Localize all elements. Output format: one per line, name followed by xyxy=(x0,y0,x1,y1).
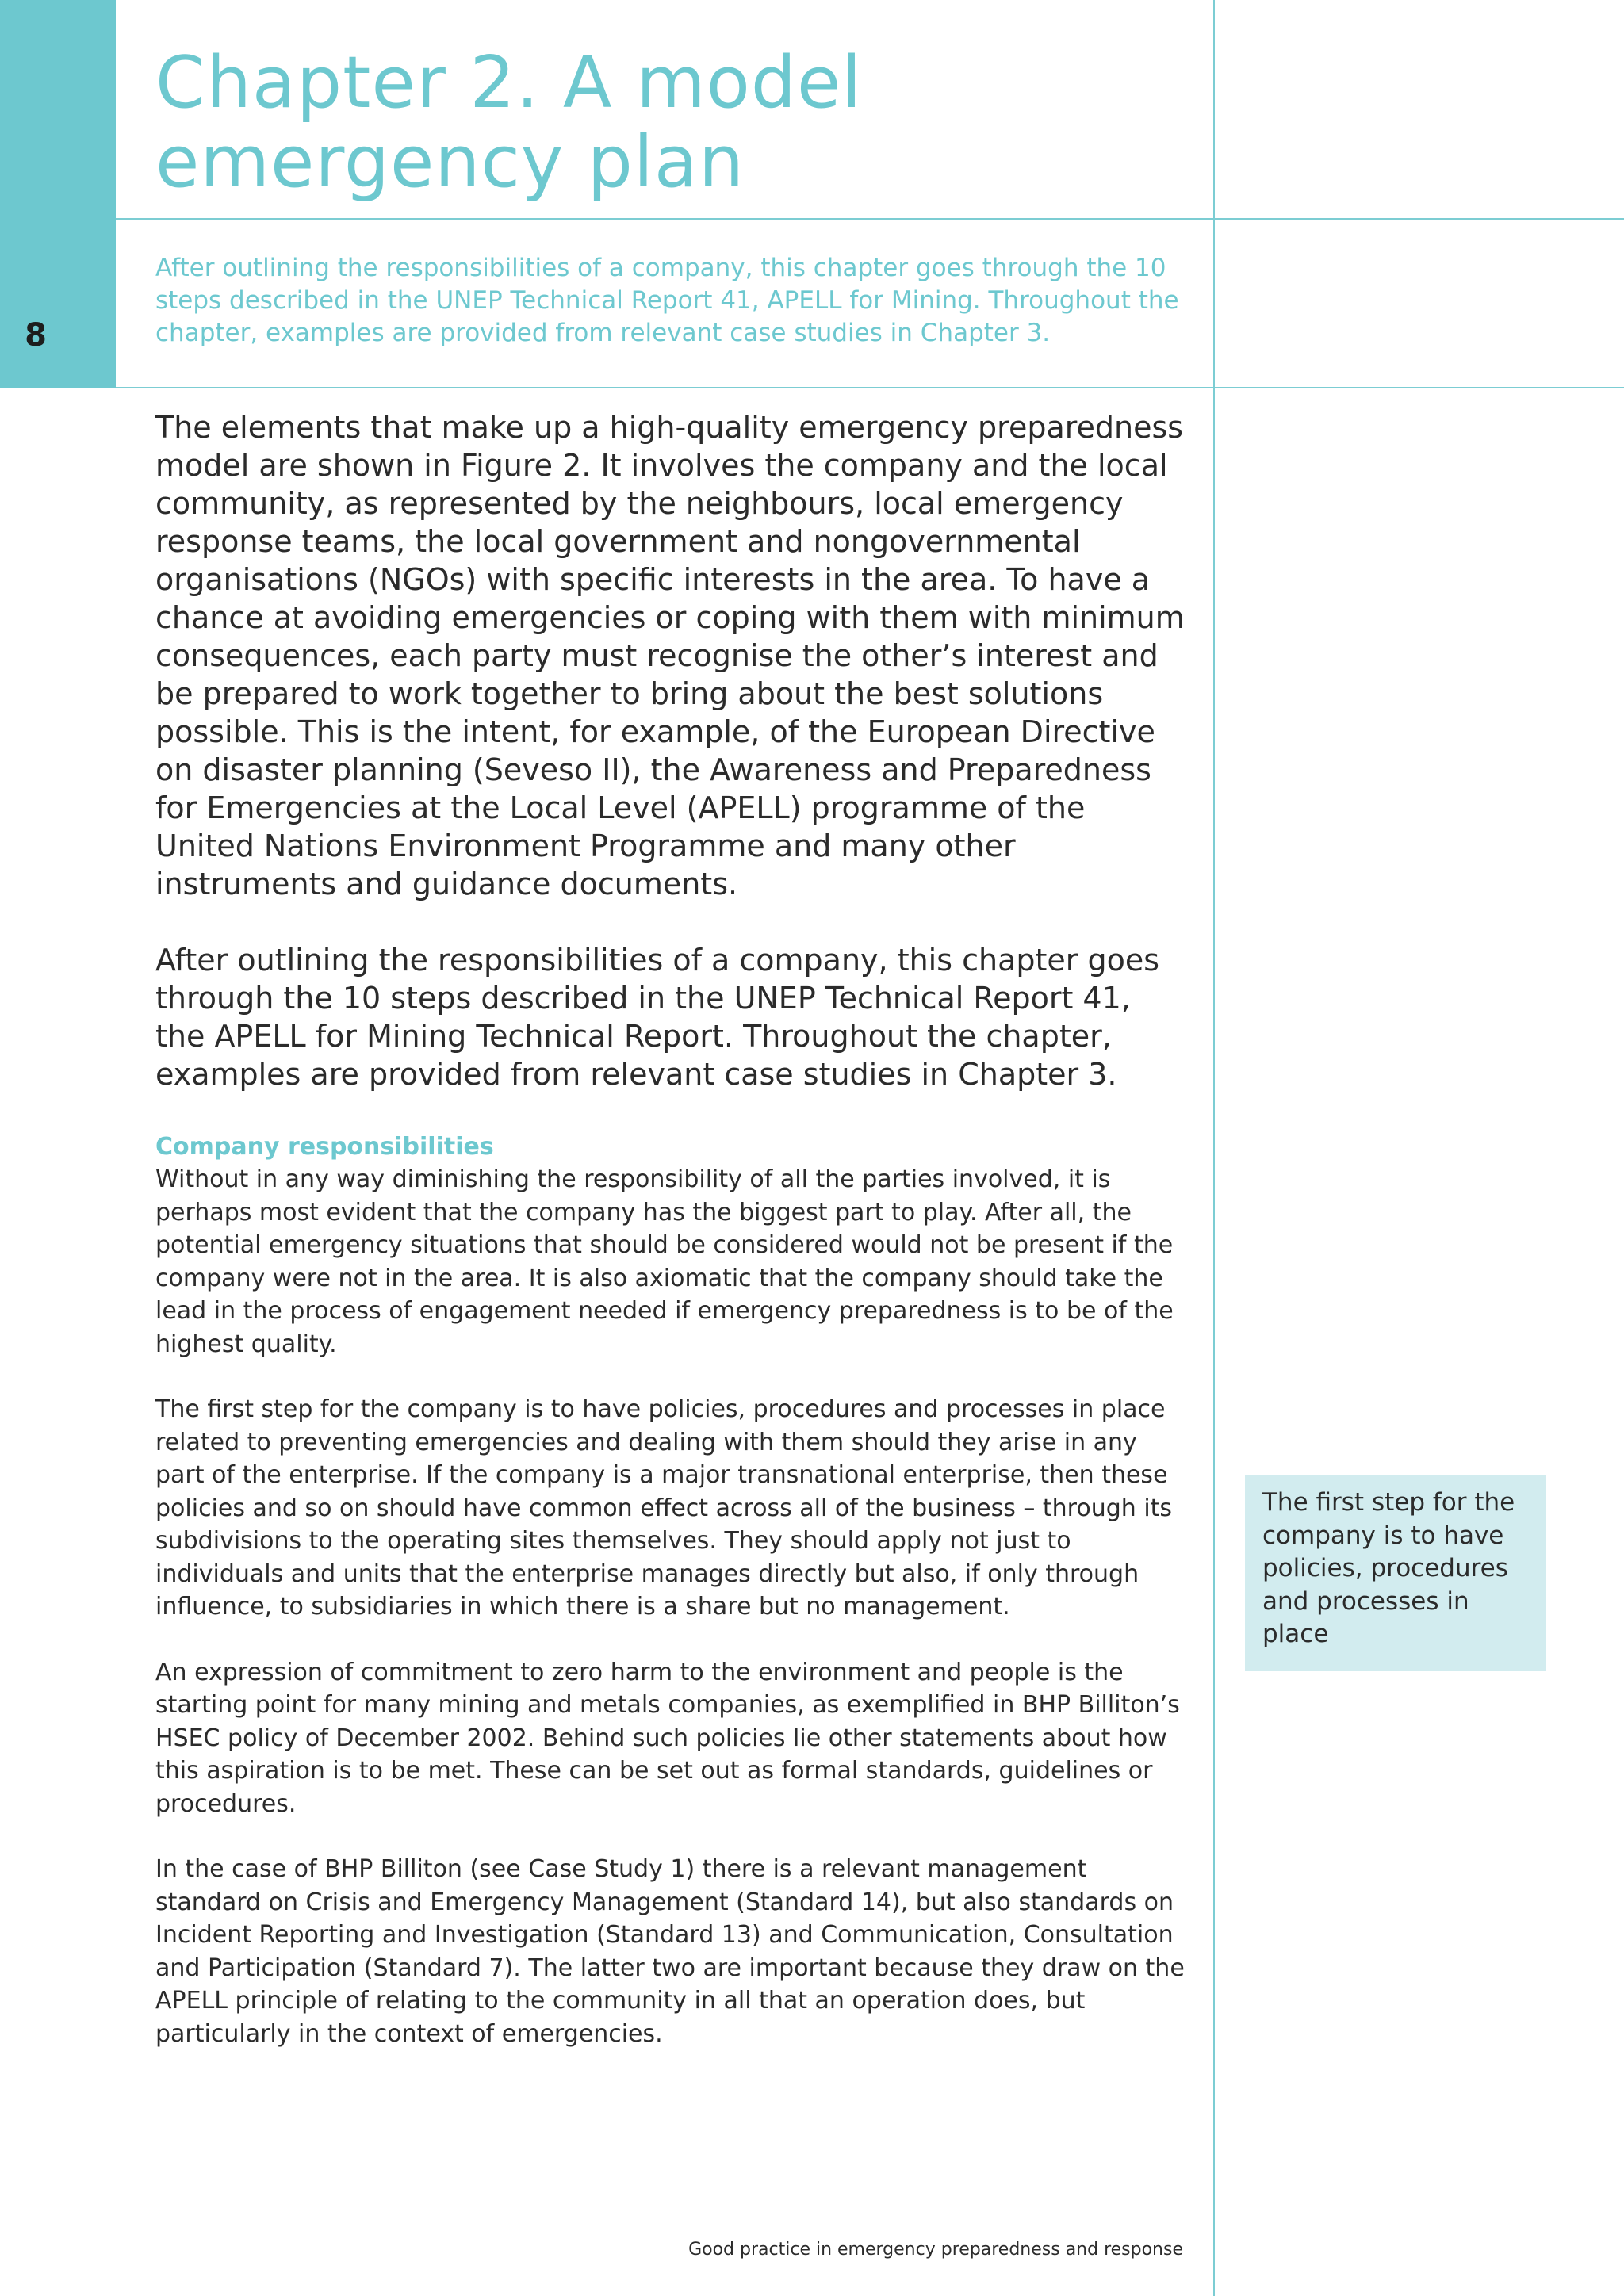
margin-divider xyxy=(1213,0,1215,2296)
header-divider-top xyxy=(116,218,1624,220)
page-number: 8 xyxy=(25,317,47,354)
page-footer: Good practice in emergency preparedness and response xyxy=(688,2240,1183,2260)
lead-paragraph: After outlining the responsibilities of a company, this chapter goes through the 10 steps described in the UNEP Technical Report 41, the APELL for Mining Technical Report. Throughout the chapter, examples are provided from relevant case studies in Chapter 3. xyxy=(155,943,1160,1092)
body-paragraph: Without in any way diminishing the responsibility of all the parties involved, it is perhaps most evident that the company has the biggest part to play. After all, the potential emergency situations that should be considered would not be present if the company were not in the area. It is also axiomatic that the company should take the lead in the process of engagement needed if emergency preparedness is to be of the highest quality. xyxy=(155,1165,1174,1358)
body-paragraph: The first step for the company is to have policies, procedures and processes in place related to preventing emergencies and dealing with them should they arise in any part of the enterprise. If the company is a major transnational enterprise, then these policies and so on should have common effect across all of the business – through its subdivisions to the operating sites themselves. They should apply not just to individuals and units that the enterprise manages directly but also, if only through influence, to subsidiaries in which there is a share but no management. xyxy=(155,1395,1173,1621)
lead-paragraph: The elements that make up a high-quality emergency preparedness model are shown in Figure 2. It involves the company and the local community, as represented by the neighbours, local emergency response teams, the local government and nongovernmental organisations (NGOs) with specific interests in the area. To have a chance at avoiding emergencies or coping with them with minimum consequences, each party must recognise the other’s interest and be prepared to work together to bring about the best solutions possible. This is the intent, for example, of the European Directive on disaster planning (Seveso II), the Awareness and Preparedness for Emergencies at the Local Level (APELL) programme of the United Nations Environment Programme and many other instruments and guidance documents. xyxy=(155,410,1185,901)
body-paragraph: An expression of commitment to zero harm to the environment and people is the starting point for many mining and metals companies, as exemplified in BHP Billiton’s HSEC policy of December 2002. Behind such policies lie other statements about how this aspiration is to be met. These can be set out as formal standards, guidelines or procedures. xyxy=(155,1658,1180,1818)
body-paragraph: In the case of BHP Billiton (see Case Study 1) there is a relevant management standard on Crisis and Emergency Management (Standard 14), but also standards on Incident Reporting and Investigation (Standard 13) and Communication, Consultation and Participation (Standard 7). The latter two are important because they draw on the APELL principle of relating to the community in all that an operation does, but particularly in the context of emergencies. xyxy=(155,1855,1185,2048)
pull-quote: The first step for the company is to have policies, procedures and processes in place xyxy=(1245,1475,1546,1671)
chapter-intro: After outlining the responsibilities of a company, this chapter goes through the 10 steps described in the UNEP Technical Report 41, APELL for Mining. Throughout the chapter, examples are provided from relevant case studies in Chapter 3. xyxy=(155,254,1179,347)
header-divider-bottom xyxy=(116,387,1624,388)
main-content xyxy=(155,408,1186,2083)
section-heading: Company responsibilities xyxy=(155,1133,494,1161)
chapter-title: Chapter 2. A model emergency plan xyxy=(155,41,863,204)
